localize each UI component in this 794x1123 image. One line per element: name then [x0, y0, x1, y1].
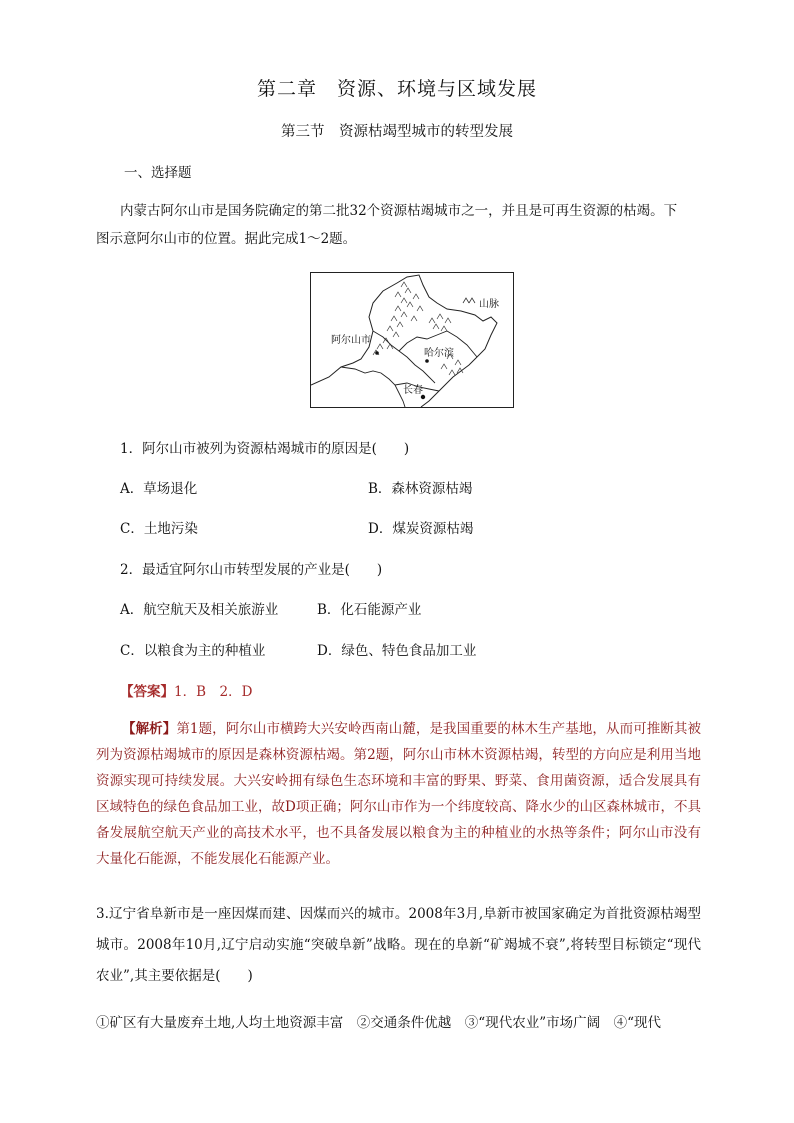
q2-option-d: D．绿色、特色食品加工业: [317, 643, 477, 659]
map-label-changchun: 长春: [403, 385, 423, 396]
chapter-title: 第二章 资源、环境与区域发展: [256, 78, 537, 100]
answer-text: 1．B 2．D: [174, 684, 253, 700]
part-heading: 一、选择题: [124, 165, 192, 181]
q2-stem: 2．最适宜阿尔山市转型发展的产业是( ): [120, 562, 383, 578]
section-title: 第三节 资源枯竭型城市的转型发展: [281, 124, 513, 140]
intro-line-1: 内蒙古阿尔山市是国务院确定的第二批32个资源枯竭城市之一，并且是可再生资源的枯竭。下: [120, 203, 678, 219]
q1-option-c: C．土地污染: [120, 521, 198, 537]
q2-option-b: B．化石能源产业: [317, 602, 422, 618]
mountain-legend-symbol: [463, 298, 475, 303]
q2-option-c: C．以粮食为主的种植业: [120, 643, 266, 659]
q3-stem: 3.辽宁省阜新市是一座因煤而建、因煤而兴的城市。2008年3月,阜新市被国家确定为首批资源枯竭型城市。2008年10月,辽宁启动实施“突破阜新”战略。现在的阜新“矿竭城不衰”,将转型目标锁定“现代农业”,其主要依据是( ): [96, 906, 701, 984]
q1-option-d: D．煤炭资源枯竭: [368, 521, 474, 537]
answer-tag: 【答案】: [120, 684, 174, 700]
map-label-mountain: 山脉: [479, 299, 499, 310]
map-drawing: [311, 273, 513, 407]
location-map: [310, 272, 514, 408]
explanation-tag: 【解析】: [122, 721, 177, 737]
map-label-arxan: 阿尔山市: [331, 335, 371, 346]
q1-stem: 1．阿尔山市被列为资源枯竭城市的原因是( ): [120, 441, 410, 457]
province-boundary-3: [341, 367, 405, 407]
harbin-city-marker: [425, 359, 429, 363]
answer-line: [120, 680, 252, 700]
q3-options: ①矿区有大量废弃土地,人均土地资源丰富 ②交通条件优越 ③“现代农业”市场广阔 ④“现代: [96, 1015, 661, 1031]
q1-option-a: A．草场退化: [120, 481, 198, 497]
intro-line-2: 图示意阿尔山市的位置。据此完成1～2题。: [96, 231, 357, 247]
q1-option-b: B．森林资源枯竭: [368, 481, 473, 497]
map-label-harbin: 哈尔滨: [424, 348, 454, 359]
explanation-text: 第1题，阿尔山市横跨大兴安岭西南山麓，是我国重要的林木生产基地，从而可推断其被列为资源枯竭城市的原因是森林资源枯竭。第2题，阿尔山市林木资源枯竭，转型的方向应是利用当地资源实现可持续发展。大兴安岭拥有绿色生态环境和丰富的野果、野菜、食用菌资源，适合发展具有区域特色的绿色食品加工业，故D项正确；阿尔山市作为一个纬度较高、降水少的山区森林城市，不具备发展航空航天产业的高技术水平，也不具备发展以粮食为主的种植业的水热等条件；阿尔山市没有大量化石能源，不能发展化石能源产业。: [96, 721, 701, 867]
explanation: [96, 716, 701, 872]
mountain-range: [373, 282, 463, 375]
arxan-city-marker: [375, 351, 379, 355]
q2-option-a: A．航空航天及相关旅游业: [120, 602, 279, 618]
